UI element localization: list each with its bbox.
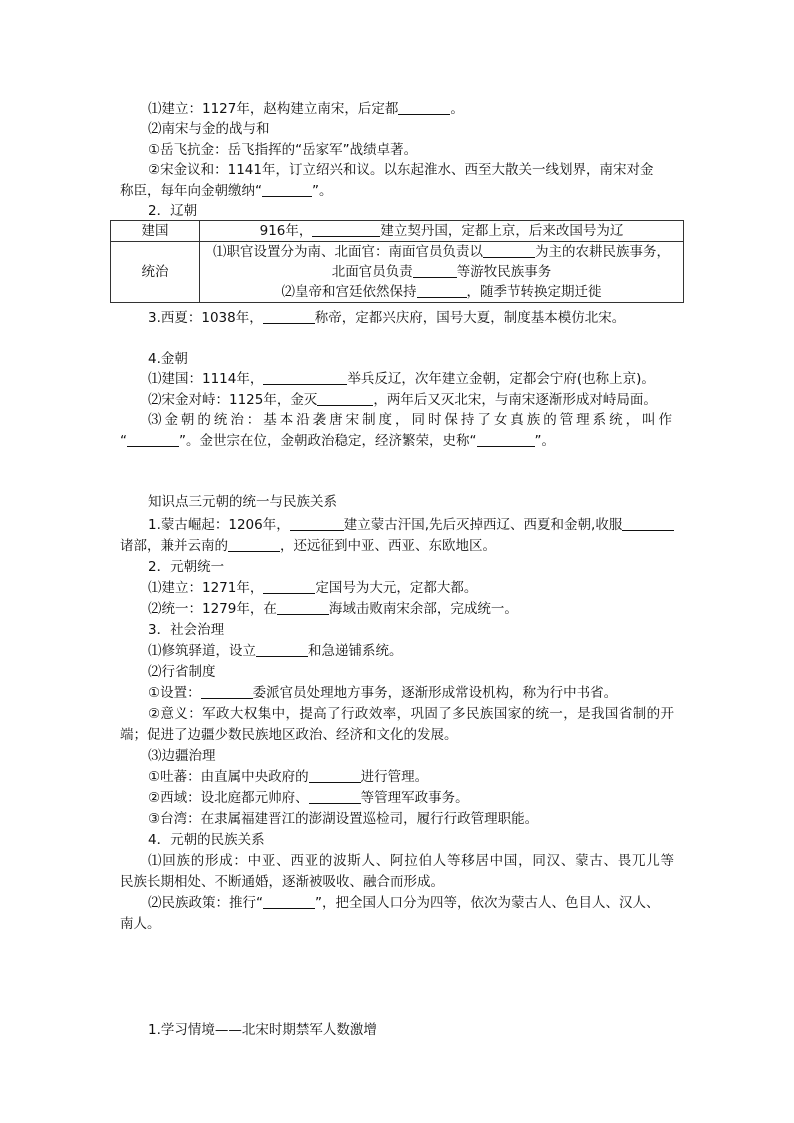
jin-confrontation-line: ⑵宋金对峙：1125年，金灭 ，两年后又灭北宋，与南宋逐渐形成对峙局面。 [148, 392, 657, 408]
answer-blank[interactable] [127, 432, 179, 447]
western-regions-line: ②西域：设北庭都元帅府、 等管理军政事务。 [148, 790, 469, 806]
answer-blank[interactable] [309, 768, 361, 783]
row-label-rule: 统治 [111, 242, 200, 303]
song-establish-line: ⑴建立：1127年，赵构建立南宋，后定都 。 [148, 101, 464, 117]
jin-heading: 4.金朝 [148, 351, 188, 367]
frontier-heading: ⑶边疆治理 [148, 748, 216, 764]
peace-treaty-line: ②宋金议和：1141年，订立绍兴和议。以东起淮水、西至大散关一线划界，南宋对金 [148, 162, 654, 178]
answer-blank[interactable] [262, 182, 312, 197]
answer-blank[interactable] [256, 642, 308, 657]
answer-blank[interactable] [290, 516, 344, 531]
answer-blank[interactable] [263, 894, 315, 909]
answer-blank[interactable] [277, 600, 329, 615]
yuan-establish-line: ⑴建立：1271年， 定国号为大元，定都大都。 [148, 580, 478, 596]
answer-blank[interactable] [228, 537, 280, 552]
hui-formation-line: ⑴回族的形成：中亚、西亚的波斯人、阿拉伯人等移居中国，同汉、蒙古、畏兀儿等 [148, 853, 674, 869]
jin-founding-line: ⑴建国：1114年， 举兵反辽，次年建立金朝，定都会宁府(也称上京)。 [148, 371, 655, 387]
answer-blank[interactable] [317, 391, 373, 406]
province-setup-line: ①设置： 委派官员处理地方事务，逐渐形成常设机构，称为行中书省。 [148, 685, 618, 701]
song-war-peace-heading: ⑵南宋与金的战与和 [148, 121, 270, 137]
mongol-rise-line-2: 诸部，兼并云南的 ，还远征到中亚、西亚、东欧地区。 [120, 538, 496, 554]
jin-rule-line: ⑶金朝的统治：基本沿袭唐宋制度，同时保持了女真族的管理系统，叫作 [148, 412, 672, 428]
ethnic-policy-line-2: 南人。 [120, 916, 161, 932]
tibet-line: ①吐蕃：由直属中央政府的 进行管理。 [148, 769, 429, 785]
ethnic-policy-line: ⑵民族政策：推行“ ”，把全国人口分为四等，依次为蒙古人、色目人、汉人、 [148, 895, 660, 911]
liao-table [110, 220, 684, 303]
yuan-unify-line: ⑵统一：1279年，在 海域击败南宋余部，完成统一。 [148, 601, 518, 617]
peace-treaty-line-2: 称臣，每年向金朝缴纳“ ”。 [120, 183, 333, 199]
answer-blank[interactable] [201, 684, 253, 699]
liao-heading: 2．辽朝 [148, 203, 198, 219]
ethnic-relations-heading: 4．元朝的民族关系 [148, 832, 265, 848]
answer-blank[interactable] [413, 263, 457, 278]
post-road-line: ⑴修筑驿道，设立 和急递铺系统。 [148, 643, 403, 659]
table-row [111, 242, 684, 303]
answer-blank[interactable] [263, 370, 347, 385]
answer-blank[interactable] [483, 243, 535, 258]
answer-blank[interactable] [309, 789, 361, 804]
province-system-heading: ⑵行省制度 [148, 664, 216, 680]
table-row [111, 221, 684, 242]
jin-rule-line-2: “ ”。金世宗在位，金朝政治稳定，经济繁荣，史称“ ”。 [120, 433, 555, 449]
taiwan-line: ③台湾：在隶属福建晋江的澎湖设置巡检司，履行行政管理职能。 [148, 811, 539, 827]
yuan-unify-heading: 2．元朝统一 [148, 559, 225, 575]
mongol-rise-line: 1.蒙古崛起：1206年， 建立蒙古汗国,先后灭掉西辽、西夏和金朝,收服 [148, 515, 674, 535]
hui-formation-line-2: 民族长期相处、不断通婚，逐渐被吸收、融合而形成。 [120, 874, 444, 890]
province-significance-line: ②意义：军政大权集中，提高了行政效率，巩固了多民族国家的统一，是我国省制的开 [148, 706, 674, 722]
learning-context-heading: 1.学习情境——北宋时期禁军人数激增 [148, 1022, 377, 1038]
answer-blank[interactable] [417, 283, 467, 298]
rule-cell: ⑴职官设置分为南、北面官：南面官员负责以 为主的农耕民族事务， 北面官员负责 等游牧民族事务 ⑵皇帝和宫廷依然保持 ，随季节转换定期迁徙 [200, 242, 684, 303]
answer-blank[interactable] [312, 222, 380, 237]
answer-blank[interactable] [263, 309, 315, 324]
province-significance-line-2: 端；促进了边疆少数民族地区政治、经济和文化的发展。 [120, 727, 458, 743]
answer-blank[interactable] [622, 516, 674, 531]
xixia-line: 3.西夏：1038年， 称帝，定都兴庆府，国号大夏，制度基本模仿北宋。 [148, 310, 626, 326]
founding-cell: 916年， 建立契丹国，定都上京，后来改国号为辽 [200, 221, 684, 242]
answer-blank[interactable] [398, 100, 450, 115]
answer-blank[interactable] [477, 432, 535, 447]
section-title: 知识点三元朝的统一与民族关系 [148, 494, 337, 510]
governance-heading: 3．社会治理 [148, 622, 225, 638]
answer-blank[interactable] [263, 579, 315, 594]
row-label-founding: 建国 [111, 221, 200, 242]
yuefei-line: ①岳飞抗金：岳飞指挥的“岳家军”战绩卓著。 [148, 142, 418, 158]
